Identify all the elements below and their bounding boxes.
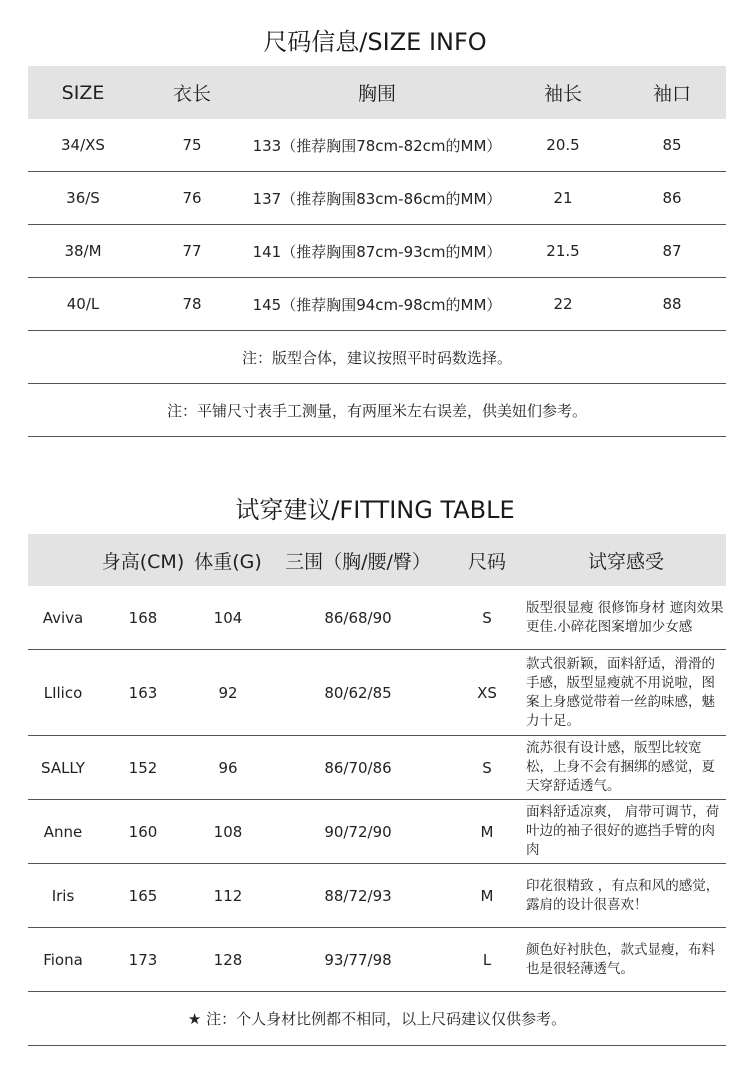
- sleeve-cell: 20.5: [546, 136, 580, 154]
- size-info-table: [28, 66, 726, 437]
- header-size: 尺码: [467, 550, 506, 573]
- size-note-2: 注：平铺尺寸表手工测量，有两厘米左右误差，供美妞们参考。: [28, 384, 726, 437]
- size-note-1: 注：版型合体，建议按照平时码数选择。: [28, 331, 726, 384]
- cuff-cell: 86: [662, 189, 682, 207]
- feedback-cell: 款式很新颖，面料舒适，滑滑的手感，版型显瘦就不用说啦，图案上身感觉带着一丝韵味感，魅力十足。: [526, 655, 715, 729]
- size-cell: S: [482, 758, 492, 777]
- fitting-title: 试穿建议/FITTING TABLE: [235, 496, 515, 524]
- height-cell: 163: [128, 683, 158, 702]
- size-cell: XS: [477, 683, 497, 702]
- header-length: 衣长: [172, 83, 211, 105]
- table-row: [28, 800, 726, 864]
- cuff-cell: 85: [662, 136, 682, 154]
- measurements-cell: 86/68/90: [324, 608, 392, 627]
- header-cuff: 袖口: [652, 83, 691, 105]
- table-row: [28, 736, 726, 800]
- length-cell: 76: [182, 189, 202, 207]
- name-cell: Fiona: [43, 950, 83, 969]
- fitting-note: ★ 注：个人身材比例都不相同，以上尺码建议仅供参考。: [28, 992, 726, 1046]
- header-weight: 体重(G): [194, 550, 262, 573]
- size-cell: S: [482, 608, 492, 627]
- feedback-cell: 印花很精致 ，有点和风的感觉， 露肩的设计很喜欢！: [526, 877, 720, 913]
- weight-cell: 112: [213, 886, 243, 905]
- header-sleeve-length: 袖长: [543, 83, 582, 105]
- weight-cell: 92: [218, 683, 238, 702]
- measurements-cell: 88/72/93: [324, 886, 392, 905]
- cuff-cell: 88: [662, 295, 682, 313]
- measurements-cell: 93/77/98: [324, 950, 392, 969]
- name-cell: Aviva: [42, 608, 84, 627]
- weight-cell: 108: [213, 822, 243, 841]
- length-cell: 77: [182, 242, 202, 260]
- feedback-cell: 面料舒适凉爽， 肩带可调节，荷叶边的袖子很好的遮挡手臂的肉肉: [526, 804, 720, 858]
- table-row: [28, 119, 726, 172]
- table-row: [28, 278, 726, 331]
- bust-cell: 133（推荐胸围78cm-82cm的MM）: [252, 136, 502, 155]
- size-cell: 40/L: [66, 295, 100, 313]
- size-info-title: 尺码信息/SIZE INFO: [263, 28, 487, 56]
- sleeve-cell: 22: [553, 295, 573, 313]
- name-cell: Iris: [51, 886, 75, 905]
- table-row: [28, 172, 726, 225]
- size-cell: M: [480, 822, 494, 841]
- name-cell: Anne: [43, 822, 83, 841]
- cuff-cell: 87: [662, 242, 682, 260]
- weight-cell: 128: [213, 950, 243, 969]
- size-cell: 38/M: [64, 242, 102, 260]
- name-cell: LIlico: [43, 683, 83, 702]
- feedback-cell: 版型很显瘦 很修饰身材 遮肉效果更佳.小碎花图案增加少女感: [526, 599, 724, 635]
- size-cell: L: [482, 950, 492, 969]
- header-measurements: 三围（胸/腰/臀）: [285, 550, 431, 573]
- bust-cell: 137（推荐胸围83cm-86cm的MM）: [252, 189, 502, 208]
- weight-cell: 96: [218, 758, 238, 777]
- height-cell: 160: [128, 822, 158, 841]
- height-cell: 173: [128, 950, 158, 969]
- table-row: [28, 864, 726, 928]
- name-cell: SALLY: [41, 758, 85, 777]
- table-row: [28, 586, 726, 650]
- table-row: [28, 928, 726, 992]
- measurements-cell: 80/62/85: [324, 683, 392, 702]
- size-cell: 36/S: [66, 189, 100, 207]
- fitting-header-row: [28, 534, 726, 586]
- table-row: [28, 650, 726, 736]
- measurements-cell: 90/72/90: [324, 822, 392, 841]
- header-feedback: 试穿感受: [587, 550, 664, 573]
- size-cell: M: [480, 886, 494, 905]
- table-row: [28, 225, 726, 278]
- size-cell: 34/XS: [61, 136, 105, 154]
- size-header-row: [28, 66, 726, 119]
- height-cell: 168: [128, 608, 158, 627]
- length-cell: 78: [182, 295, 202, 313]
- length-cell: 75: [182, 136, 202, 154]
- sleeve-cell: 21: [553, 189, 573, 207]
- sleeve-cell: 21.5: [546, 242, 580, 260]
- header-bust: 胸围: [357, 83, 396, 105]
- bust-cell: 145（推荐胸围94cm-98cm的MM）: [252, 295, 502, 314]
- feedback-cell: 流苏很有设计感，版型比较宽松，上身不会有捆绑的感觉，夏天穿舒适透气。: [526, 740, 715, 794]
- header-size: SIZE: [61, 81, 105, 104]
- measurements-cell: 86/70/86: [324, 758, 392, 777]
- header-height: 身高(CM): [101, 550, 185, 573]
- height-cell: 165: [128, 886, 158, 905]
- fitting-table: [28, 534, 726, 1046]
- feedback-cell: 颜色好衬肤色，款式显瘦，布料也是很轻薄透气。: [526, 941, 715, 977]
- height-cell: 152: [128, 758, 158, 777]
- bust-cell: 141（推荐胸围87cm-93cm的MM）: [252, 242, 502, 261]
- weight-cell: 104: [213, 608, 243, 627]
